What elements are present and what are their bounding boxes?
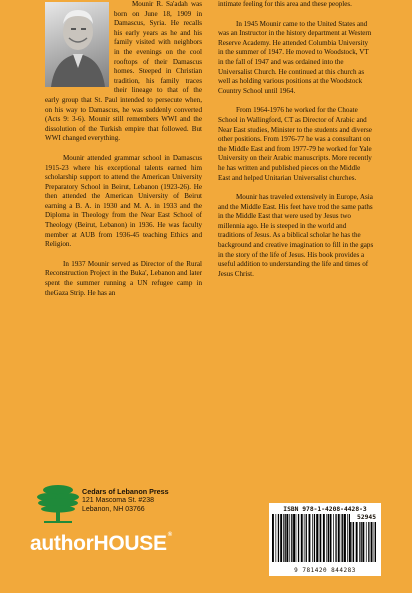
barcode-digits: 9 781420 844283 [294,567,356,574]
cedar-tree-icon [36,482,80,524]
authorhouse-logo: authorHOUSE® [30,532,172,555]
publisher-block [36,482,216,527]
bio-paragraph-5: From 1964-1976 he worked for the Choate School in Wallingford, CT as Director of Arabic and Near East studies, Minister to the students and diverse other positions. From 1976-77 he was a consultant on the Middle East and from 1977-79 he worked for Yale University on their Arabic manuscripts. More recently he has written and published pieces on the Middle East and helped Unitarian Universalist churches. [218,106,372,182]
isbn-label: ISBN 978-1-4208-4428-3 [283,506,367,513]
bio-paragraph-4: In 1945 Mounir came to the United States and was an Instructor in the history department at Western Reserve Academy. He attended Columbia University in the summer of 1947. He moved to Woodstock, VT in the fall of 1947 and was ordained into the Universalist Church. He continued at this church as well as holding various positions at the Woodstock Country School until 1964. [218,19,372,95]
isbn-barcode [269,503,381,576]
bio-paragraph-3: In 1937 Mounir served as Director of the Rural Reconstruction Project in the Buka', Lebanon and later spent the summer running a UN refugee camp in theGaza Strip. He has an [45,259,202,297]
author-photo [45,2,109,87]
price-code: 52945 [357,514,376,521]
barcode-bars-icon [272,514,350,562]
bio-paragraph-1: Mounir R. Sa'adah was born on June 18, 1909 in Damascus, Syria. He recalls his early years as he and his family visited with neighbors in the evenings on the cool rooftops of their Damascus homes. Steeped in Christian tradition, his family traces their lineage to that of the early group that St. Paul intended to persecute when, on his way to Damascus, he was suddenly converted (Acts 9: 3-6). Mounir still remembers WWI and the dissolution of the Turkish empire that followed. But WWI changed everything. [45,0,202,143]
bio-paragraph-6: Mounir has traveled extensively in Europe, Asia and the Middle East. His feet have trod the same paths in the Middle East that were used by Jesus two millennia ago. He is steeped in the world and traditions of Jesus. As a biblical scholar he has the background and creative imagination to fill in the gaps in the story of the life of Jesus. His book provides a useful addition to understanding the life and times of Jesus Christ. [218,193,374,278]
bio-paragraph-2: Mounir attended grammar school in Damascus 1915-23 where his exceptional talents earned him scholarship support to attend the American University Preparatory School in Beirut, Lebanon (1923-26). He then attended the American University of Beirut earning a B. A. in 1930 and M. A. in 1933 and the Diploma in Theology from the Near East School of Theology (Beirut, Lebanon) in 1936. He was faculty member at AUB from 1936-45 teaching Ethics and Religion. [45,153,202,249]
publisher-name: Cedars of Lebanon Press [82,487,169,496]
author-portrait-icon [45,2,109,87]
publisher-address: 121 Mascoma St. #238 Lebanon, NH 03766 [82,497,154,513]
bio-paragraph-3-continued: intimate feeling for this area and these peoples. [218,0,352,8]
right-text-column [218,0,374,279]
price-barcode-icon [349,522,376,562]
left-text-column [45,0,202,298]
